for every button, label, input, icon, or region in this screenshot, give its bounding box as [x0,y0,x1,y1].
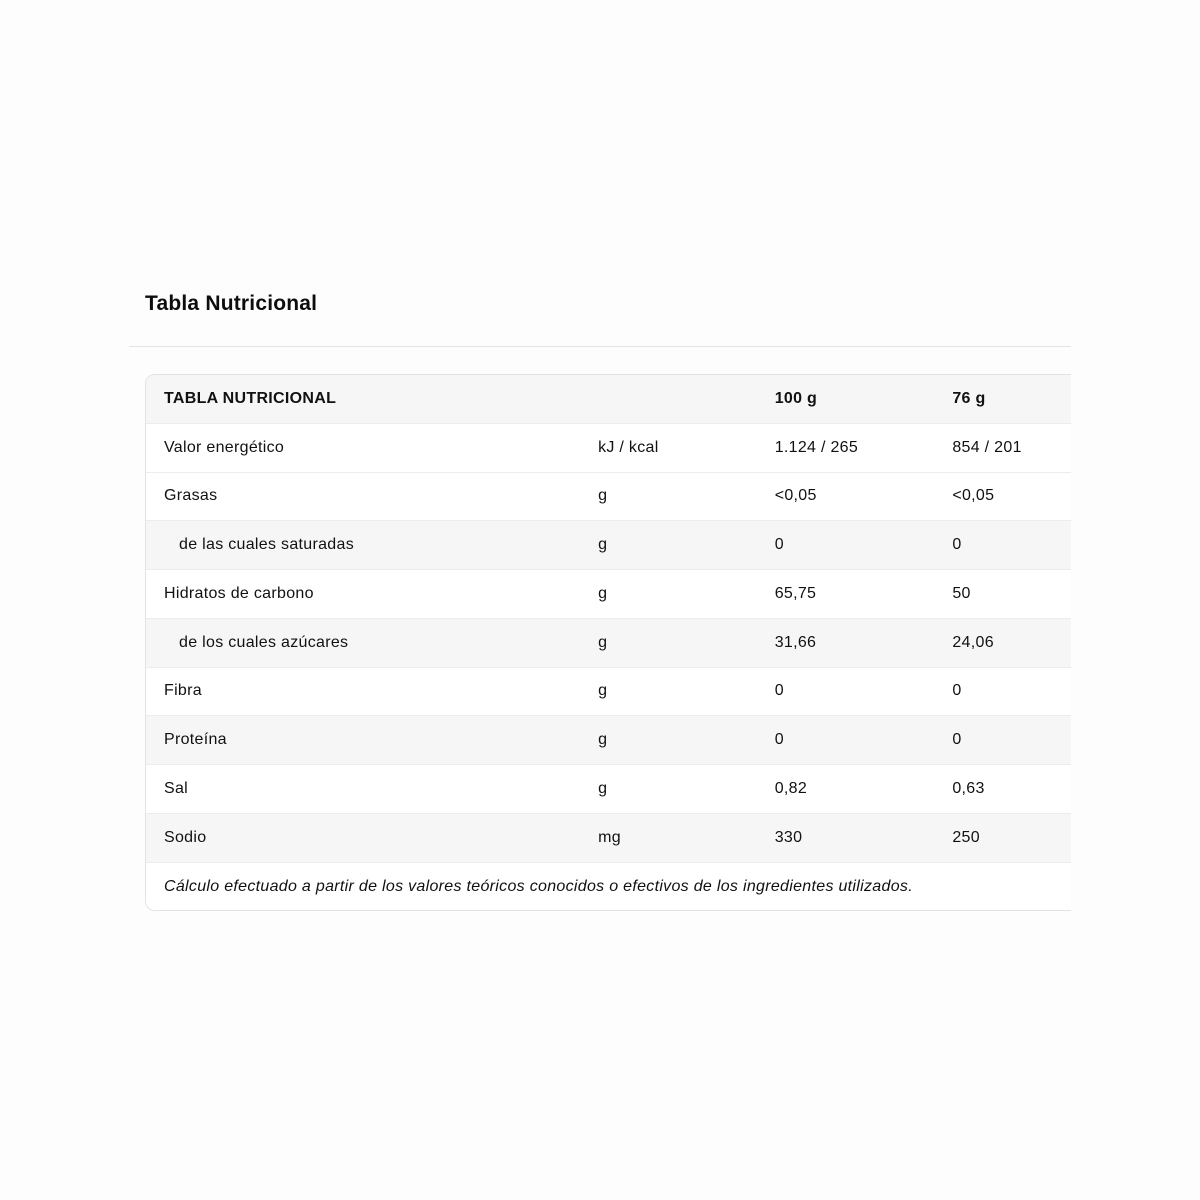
nutrient-unit: g [598,584,608,602]
value-76g: 0 [952,682,962,700]
value-76g: 24,06 [952,633,994,651]
value-100g: 31,66 [774,633,817,651]
value-76g: 0 [952,731,962,749]
table-footnote: Cálculo efectuado a partir de los valores teóricos conocidos o efectivos de los ingredientes utilizados. [164,877,913,895]
section-divider [129,346,1071,347]
nutrient-unit: g [598,682,608,700]
nutrient-unit: g [598,487,608,505]
nutrient-label: Grasas [164,487,218,505]
header-col-76g: 76 g [952,389,986,407]
nutrient-unit: mg [598,828,621,846]
table-row [146,424,1071,473]
nutrient-unit: g [598,779,608,797]
nutrient-label: Fibra [164,682,202,700]
nutrient-unit: g [598,731,608,749]
value-100g: 65,75 [774,584,817,602]
table-row [146,765,1071,814]
header-label: TABLA NUTRICIONAL [164,389,337,407]
table-row [146,570,1071,619]
section-title: Tabla Nutricional [145,292,318,315]
table-row [146,619,1071,668]
table-row [146,814,1071,863]
nutrition-table-wrapper [145,374,1071,912]
value-100g: 0 [774,536,784,554]
nutrient-label: Valor energético [164,438,285,456]
table-row [146,473,1071,522]
nutrition-table [145,374,1071,911]
nutrient-unit: g [598,536,608,554]
value-76g: 0,63 [952,779,985,797]
value-100g: 330 [774,828,803,846]
value-100g: <0,05 [774,487,817,505]
value-76g: <0,05 [952,487,995,505]
nutrient-label: Sodio [164,828,207,846]
value-76g: 250 [952,828,980,846]
table-row [146,521,1071,570]
table-row [146,668,1071,717]
table-footnote-row [146,863,1071,912]
table-header-row [146,375,1071,424]
value-76g: 50 [952,584,971,602]
nutrient-label: Hidratos de carbono [164,584,314,602]
value-100g: 1.124 / 265 [774,438,859,456]
nutrient-label: Proteína [164,731,227,749]
header-col-100g: 100 g [774,389,818,407]
value-100g: 0 [774,682,784,700]
value-76g: 854 / 201 [952,438,1022,456]
nutrient-label: Sal [164,779,189,797]
value-100g: 0 [774,731,784,749]
nutrient-unit: kJ / kcal [598,438,659,456]
nutrient-label: de las cuales saturadas [179,536,355,554]
nutrient-label: de los cuales azúcares [179,633,349,651]
nutrient-unit: g [598,633,608,651]
value-76g: 0 [952,536,962,554]
table-row [146,716,1071,765]
value-100g: 0,82 [774,779,808,797]
